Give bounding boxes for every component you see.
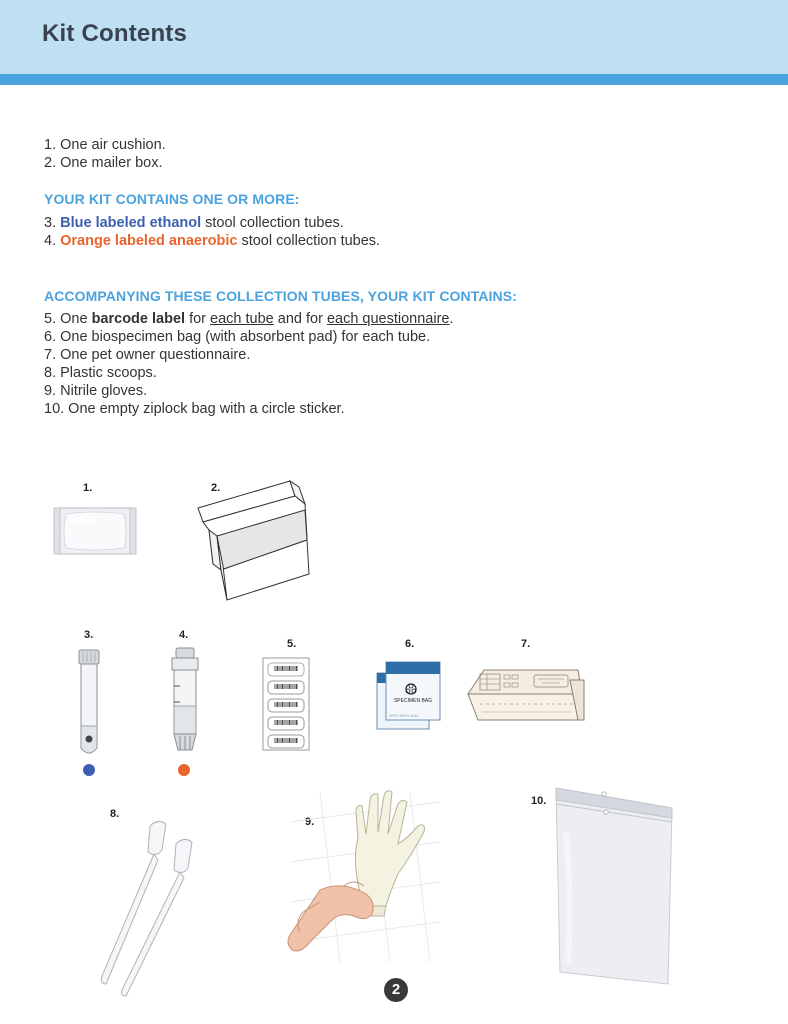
figure-label-2: 2. xyxy=(211,482,221,494)
list-item-biospecimen-bag: 6. One biospecimen bag (with absorbent pad) for each tube. xyxy=(44,329,431,345)
figure-label-4: 4. xyxy=(179,629,189,641)
list-item-blue-tubes: 3. Blue labeled ethanol stool collection tubes. xyxy=(44,215,344,231)
anaerobic-tube-illustration xyxy=(166,646,204,756)
list-item-scoops: 8. Plastic scoops. xyxy=(44,365,157,381)
ziplock-bag-illustration xyxy=(552,782,676,988)
section-heading-accompanying: ACCOMPANYING THESE COLLECTION TUBES, YOUR KIT CONTAINS: xyxy=(44,288,517,304)
figure-label-9: 9. xyxy=(305,816,315,828)
barcode-label-sheet-illustration xyxy=(262,657,310,751)
nitrile-gloves-illustration xyxy=(280,782,450,972)
figure-label-3: 3. xyxy=(84,629,94,641)
ethanol-color-dot xyxy=(83,764,95,776)
orange-label-text: Orange labeled anaerobic xyxy=(60,233,238,249)
list-item-gloves: 9. Nitrile gloves. xyxy=(44,383,148,399)
list-item-ziplock: 10. One empty ziplock bag with a circle sticker. xyxy=(44,401,345,417)
figure-label-1: 1. xyxy=(83,482,93,494)
anaerobic-color-dot xyxy=(178,764,190,776)
figure-label-8: 8. xyxy=(110,808,120,820)
figure-label-5: 5. xyxy=(287,638,297,650)
plastic-scoops-illustration xyxy=(92,816,200,998)
list-item-mailer-box: 2. One mailer box. xyxy=(44,155,163,171)
page-title: Kit Contents xyxy=(42,20,188,47)
page-number-badge: 2 xyxy=(384,978,408,1002)
section-heading-kit-contains: YOUR KIT CONTAINS ONE OR MORE: xyxy=(44,191,300,207)
list-item-orange-tubes: 4. Orange labeled anaerobic stool collection tubes. xyxy=(44,233,381,249)
specimen-bag-text: SPECIMEN BAG xyxy=(393,698,433,704)
questionnaire-illustration xyxy=(466,668,586,726)
mailer-box-illustration xyxy=(195,478,315,604)
figure-label-7: 7. xyxy=(521,638,531,650)
figure-label-10: 10. xyxy=(531,795,547,807)
figure-label-6: 6. xyxy=(405,638,415,650)
list-item-barcode-label: 5. One barcode label for each tube and for each questionnaire. xyxy=(44,311,454,327)
specimen-bag-illustration xyxy=(374,659,444,731)
air-cushion-illustration xyxy=(52,500,138,562)
ethanol-tube-illustration xyxy=(74,648,104,760)
list-item-questionnaire: 7. One pet owner questionnaire. xyxy=(44,347,251,363)
list-item-air-cushion: 1. One air cushion. xyxy=(44,137,166,153)
header-accent-bar xyxy=(0,74,788,85)
specimen-bag-small-text: SPECIMEN BAG xyxy=(388,713,420,718)
blue-label-text: Blue labeled ethanol xyxy=(60,215,202,231)
